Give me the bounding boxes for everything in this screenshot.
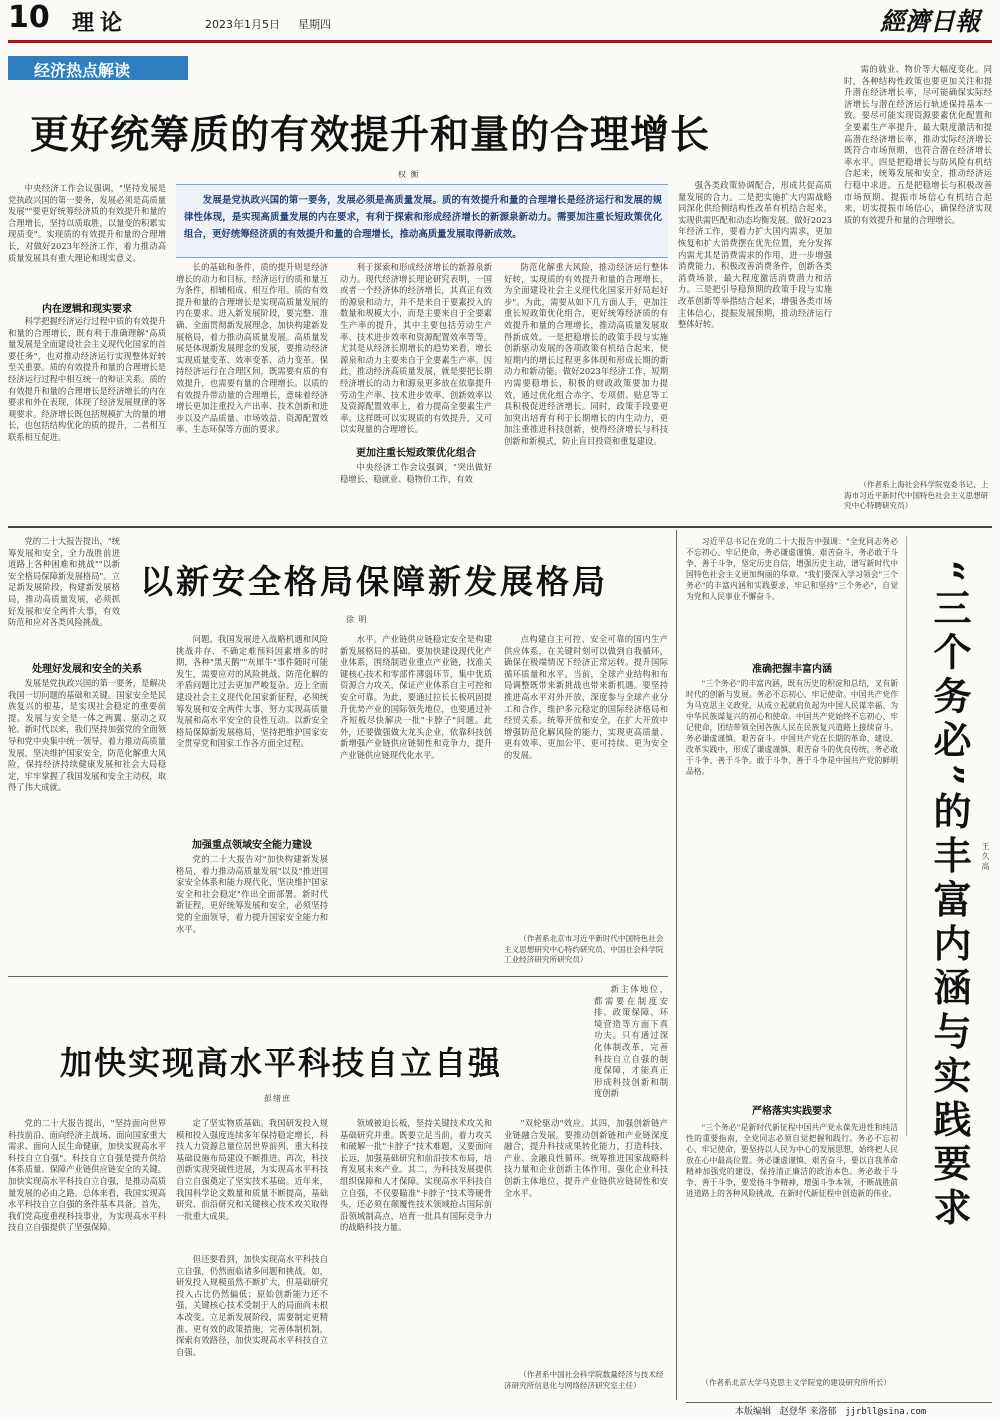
article2-bio: （作者系北京市习近平新时代中国特色社会主义思想研究中心特约研究员、中国社会科学院工业经济研究所研究员） xyxy=(504,934,664,964)
article3-author: 彭绪庶 xyxy=(264,1094,291,1103)
article3-col-4: "双轮驱动"效应。其四，加强创新链产业链融合发展。要推动创新链和产业链深度融合，提升科技成果转化能力，打造科技、产业、金融良性循环。统筹推进国家战略科技力量和企业创新主体作用，强化企业科技创新主体地位，提升产业链供应链韧性和安全水平。 xyxy=(504,1118,668,1198)
article1-bio: （作者系上海社会科学院党委书记、上海市习近平新时代中国特色社会主义思想研究中心特聘研究员） xyxy=(844,480,989,510)
editor-label: 本版编辑 xyxy=(735,1407,772,1417)
divider-article1 xyxy=(8,526,992,528)
section-name: 理论 xyxy=(72,10,129,36)
article3-col-1: 党的二十大报告提出，"坚持面向世界科技前沿、面向经济主战场、面向国家重大需求、面向人民生命健康，加快实现高水平科技自立自强"。科技自立自强是提升供给体系质量、保障产业链供应链安全的关键。加快实现高水平科技自立自强，是推动高质量发展的必由之路。总体来看，我国实现高水平科技自立自强的条件基本具备。首先，我们党高度重视科技事业，为实现高水平科技自立自强提供了坚强保障。 xyxy=(8,1118,166,1233)
article2-subhead-1: 处理好发展和安全的关系 xyxy=(32,664,142,675)
masthead-rule xyxy=(8,40,992,43)
article4-title: “三个务必”的丰富内涵与实践要求 xyxy=(927,560,972,1232)
issue-date: 2023年1月5日 xyxy=(205,18,280,31)
article1-author: 权 衡 xyxy=(398,170,420,179)
article2-col-0: 党的二十大报告提出，"统筹发展和安全，全力战胜前进道路上各种困难和挑战""以新安全格局保障新发展格局"。立足新发展阶段，构建新发展格局，推动高质量发展，必须抓好发展和安全两件大事，有效防范和应对各类风险挑战。 xyxy=(8,536,120,628)
page-number: 10 xyxy=(8,0,50,35)
article4-title-divider xyxy=(906,536,907,1136)
article2-col-2: 问题。我国发展进入战略机遇和风险挑战并存、不确定难预料因素增多的时期，各种"黑天鹅""灰犀牛"事件随时可能发生，需要应对的风险挑战、防范化解的矛盾问题比过去更加严峻复杂。迈上全面建设社会主义现代化国家新征程，必须统筹发展和安全两件大事，努力实现高质量发展和高水平安全的良性互动。以新安全格局保障新发展格局，坚持把维护国家安全贯穿党和国家工作各方面全过程。 xyxy=(176,634,328,749)
newspaper-logo: 經濟日報 xyxy=(880,7,981,36)
article4-author: 王久高 xyxy=(981,842,990,872)
article3-col-3: 领域被迫长板，坚持关键技术攻关和基础研究并重。既要立足当前，着力攻关和破解一批"卡脖子"技术难题，又要面向长远，加强基础研究和前沿技术布局，培育发展未来产业。其二，为科技发展提供组织保障和人才保障。实现高水平科技自立自强，不仅要瞄准"卡脖子"技术等硬骨头，还必须在颠覆性技术领域抢占国际前沿领域制高点，培育一批具有国际竞争力的战略科技力量。 xyxy=(340,1118,492,1233)
editor-names: 赵登华 来洛郁 xyxy=(779,1407,837,1417)
article4-intro: 习近平总书记在党的二十大报告中强调："全党同志务必不忘初心、牢记使命，务必谦虚谨慎、艰苦奋斗，务必敢于斗争、善于斗争，坚定历史自信，增强历史主动，谱写新时代中国特色社会主义更加绚丽的华章。"我们要深入学习领会"三个务必"的丰富内涵和实践要求，牢记和坚持"三个务必"，自觉为党和人民事业不懈奋斗。 xyxy=(686,537,898,601)
article4-bio: （作者系北京大学马克思主义学院党的建设研究所所长） xyxy=(701,1378,892,1387)
article4-col-1: "三个务必"的丰富内涵，既有历史的积淀和总结，又有新时代的创新与发展。务必不忘初心、牢记使命。中国共产党作为马克思主义政党，从成立起就肩负起为中国人民谋幸福、为中华民族谋复兴的初心和使命。中国共产党始终不忘初心、牢记使命，团结带领全国各族人民在民族复兴道路上接续奋斗。务必谦虚谨慎、艰苦奋斗。中国共产党在长期的革命、建设、改革实践中，形成了谦虚谨慎、艰苦奋斗的优良传统。务必敢于斗争、善于斗争。敢于斗争、善于斗争是中国共产党的鲜明品格。 xyxy=(686,679,898,776)
article3-col-2: 定了坚实物质基础。我国研发投入规模和投入强度连续多年保持稳定增长，科技人力资源总量位居世界前列，重大科技基础设施布局建设不断推进。再次，科技创新实现突破性进展，为实现高水平科技自立自强奠定了坚实技术基础。近年来，我国科学论文数量和质量不断提高，基础研究、前沿研究和关键核心技术攻关取得一批重大成果。 xyxy=(176,1118,328,1221)
article3-bio: （作者系中国社会科学院数量经济与技术经济研究所信息化与网络经济研究室主任） xyxy=(504,1370,664,1390)
article4-col-2: "三个务必"是新时代新征程中国共产党永葆先进性和纯洁性的重要指南，全党同志必须自觉把握和践行。务必不忘初心、牢记使命，要坚持以人民为中心的发展思想，始终把人民放在心中最高位置。务必谦虚谨慎、艰苦奋斗，要以自我革命精神加强党的建设，保持清正廉洁的政治本色。务必敢于斗争、善于斗争，要发扬斗争精神，增强斗争本领，不断战胜前进道路上的各种风险挑战，在新时代新征程中创造新的伟业。 xyxy=(686,1123,898,1198)
contact-email[interactable]: jjrbll@sina.com xyxy=(845,1407,927,1417)
article2-subhead-2: 加强重点领域安全能力建设 xyxy=(192,840,312,851)
article1-title: 更好统筹质的有效提升和量的合理增长 xyxy=(30,113,711,158)
article1-lead: 发展是党执政兴国的第一要务，发展必须是高质量发展。质的有效提升和量的合理增长是经济运行和发展的规律性体现，是实现高质量发展的内在要求，有利于探索和形成经济增长的新源泉新动力。需要加注重长短政策优化组合，更好统筹经济质的有效提升和量的合理增长，推动高质量发展取得新成效。 xyxy=(184,195,662,240)
column-divider xyxy=(676,530,677,1400)
article2-title: 以新安全格局保障新发展格局 xyxy=(140,562,608,601)
article2-author: 徐 明 xyxy=(346,615,368,624)
footer xyxy=(735,1404,926,1417)
footer-rule xyxy=(686,1402,992,1403)
article1-col-3: 利于探索和形成经济增长的新源泉新动力。现代经济增长理论研究表明，一国或者一个经济体的经济增长，其真正有效的源泉和动力，并不是来自于要素投入的数量和规模大小，而是主要来自于全要素生产率的提升，其中主要包括劳动生产率、技术进步效率和资源配置效率等等。尤其是从经济长期增长的趋势来看，增长源泉和动力主要来自于全要素生产率。因此，推动经济高质量发展，就是要把长期经济增长的动力和源泉更多放在依靠提升劳动生产率、技术进步效率、创新效率以及资源配置效率上，着力提高全要素生产率。这样既可以实现质的有效提升，又可以实现量的合理增长。 xyxy=(340,262,492,435)
article1-subhead-2: 更加注重长短政策优化组合 xyxy=(356,448,476,459)
article1-col-1b: 科学把握经济运行过程中质的有效提升和量的合理增长，既有利于准确理解"高质量发展是全面建设社会主义现代化国家的首要任务"，也对推动经济运行实现整体好转至关重要。质的有效提升和量的合理增长是经济运行过程中相互统一的辩证关系。质的有效提升和量的合理增长是经济增长的内在要求和外在表现，体现了经济发展规律的客观要求。经济增长既包括规模扩大的量的增长，也包括结构优化的质的提升，二者相互联系相互促进。 xyxy=(8,316,166,442)
article2-col-2b: 党的二十大报告对"加快构建新发展格局，着力推动高质量发展"以及"推进国家安全体系和能力现代化，坚决维护国家安全和社会稳定"作出全面部署。新时代新征程，更好统筹发展和安全，必须坚持党的全面领导，着力提升国家安全能力和水平。 xyxy=(176,854,328,934)
article1-col-3b: 中央经济工作会议强调，"突出做好稳增长、稳就业、稳物价工作，有效 xyxy=(340,462,492,484)
article2-col-4: 点构建自主可控、安全可靠的国内生产供应体系，在关键时刻可以做到自我循环，确保在极端情况下经济正常运转。提升国际循环质量和水平。当前，全球产业结构和布局调整既带来新挑战也带来新机遇。要坚持推进高水平对外开放，深度参与全球产业分工和合作，维护多元稳定的国际经济格局和经贸关系。统筹开放和安全，在扩大开放中增强防范化解风险的能力，实现更高质量、更有效率、更加公平、更可持续、更为安全的发展。 xyxy=(504,634,668,760)
kicker-label: 经济热点解读 xyxy=(34,61,131,80)
article1-col-6: 需的就业、物价等大幅度变化。同时，各种结构性政策也要更加关注和提升潜在经济增长率，尽可能确保实际经济增长与潜在经济运行轨迹保持基本一致。要尽可能实现资源要素优化配置和全要素生产率提升，最大限度激活和提高潜在经济增长率，推动实际经济增长既符合市场预期，也符合潜在经济增长率水平。四是把稳增长与防风险有机结合起来，统筹发展和安全，推动经济运行稳中求进。五是把稳增长与积极改善市场预期、提振市场信心有机结合起来，切实提振市场信心，确保经济实现质的有效提升和量的合理增长。 xyxy=(844,64,992,225)
article1-col-5: 强各类政策协调配合，形成共促高质量发展的合力。二是把实施扩大内需战略同深化供给侧结构性改革有机结合起来，实现供需匹配和动态均衡发展。做好2023年经济工作，要着力扩大国内需求，更加恢复和扩大消费摆在优先位置，充分发挥内需尤其是消费需求的作用，进一步增强消费能力，积极改善消费条件，创新各类消费场景，最大程度激活消费潜力和活力。三是把引导稳预期的政策手段与实施改革创新等举措结合起来，增强各类市场主体信心，提振发展预期，推动经济运行整体好转。 xyxy=(678,180,832,330)
article1-subhead-1: 内在逻辑和现实要求 xyxy=(42,304,132,315)
article1-col-2: 长的基础和条件，质的提升则是经济增长的动力和目标，经济运行的质和量互为条件，相辅相成、相互作用。质的有效提升和量的合理增长是实现高质量发展的内在要求。进入新发展阶段，要完整、准确、全面贯彻新发展理念，加快构建新发展格局，着力推动高质量发展。高质量发展是体现新发展理念的发展，要推动经济实现质量变革、效率变革、动力变革。保持经济运行在合理区间，既需要有质的有效提升，也需要有量的合理增长。以质的有效提升带动量的合理增长，意味着经济增长更加注重投入产出率、技术创新和进步以及产品质量、市场效益、资源配置效率、生态环保等方面的要求。 xyxy=(176,262,328,435)
article3-col-2b: 但还要看到，加快实现高水平科技自立自强，仍然面临诸多问题和挑战。如，研发投入规模虽然不断扩大，但基础研究投入占比仍然偏低；原始创新能力还不强，关键核心技术受制于人的局面尚未根本改变。立足新发展阶段，需要制定更精准、更有效的政策措施，完善体制机制，探索有效路径，加快实现高水平科技自立自强。 xyxy=(176,1254,328,1357)
article3-sidebar: 新主体地位，都需要在制度安排、政策保障、环境营造等方面下真功夫。只有通过深化体制改革，完善科技自立自强的制度保障，才能真正形成科技创新和制度创新 xyxy=(594,984,668,1099)
issue-weekday: 星期四 xyxy=(298,18,331,31)
article1-col-1: 中央经济工作会议强调，"坚持发展是党执政兴国的第一要务，发展必须是高质量发展""要更好统筹经济质的有效提升和量的合理增长，坚持以质取胜，以量变的积累实现质变"。实现质的有效提升和量的合理增长，对做好2023年经济工作，着力推动高质量发展具有重大理论和现实意义。 xyxy=(8,183,166,263)
article1-col-4: 防范化解重大风险，推动经济运行整体好转，实现质的有效提升和量的合理增长，为全面建设社会主义现代化国家开好局起好步"。为此，需要从如下几方面人手，更加注重长短政策优化组合，更好统筹经济质的有效提升和量的合理增长，推动高质量发展取得新成效。一是把稳增长的政策手段与实施创新驱动发展的各项政策有机结合起来，使短期内的增长过程更多体现和形成长期的新动力和新动能。做好2023年经济工作，短期内需要稳增长，积极的财政政策要加力提效，通过优化组合赤字、专项债、贴息等工具积极促进经济增长。同时，政策手段要更加突出培育有利于长期增长的内生动力，更加注重推进科技创新，使得经济增长与科技创新和新模式，防止盲目投资和重复建设。 xyxy=(504,262,668,446)
article2-col-3: 水平。产业链供应链稳定安全是构建新发展格局的基础。要加快建设现代化产业体系，围绕制造业重点产业链，找准关键核心技术和零部件薄弱环节，集中优质资源合力攻关，保证产业体系自主可控和安全可靠。为此，要通过拉长长板巩固提升优势产业的国际领先地位，也要通过补齐短板尽快解决一批"卡脖子"问题。此外，还要做强做大龙头企业，依靠科技创新增强产业链供应链韧性和竞争力，提升产业链供应链现代化水平。 xyxy=(340,634,492,760)
divider-article2 xyxy=(8,976,668,977)
masthead xyxy=(0,0,1000,44)
article4-subhead-1: 准确把握丰富内涵 xyxy=(752,664,832,675)
article4-subhead-2: 严格落实实践要求 xyxy=(752,1106,832,1117)
article2-col-1: 发展是党执政兴国的第一要务，是解决我国一切问题的基础和关键。国家安全是民族复兴的根基，是实现社会稳定的重要前提。发展与安全是一体之两翼、驱动之双轮。新时代以来，我们坚持加强党的全面领导和党中央集中统一领导，着力推动高质量发展，坚决维护国家安全，防范化解重大风险，保持经济持续健康发展和社会大局稳定，牢牢掌握了我国发展和安全主动权，取得了伟大成就。 xyxy=(8,678,166,793)
article3-title: 加快实现高水平科技自立自强 xyxy=(60,1044,503,1082)
